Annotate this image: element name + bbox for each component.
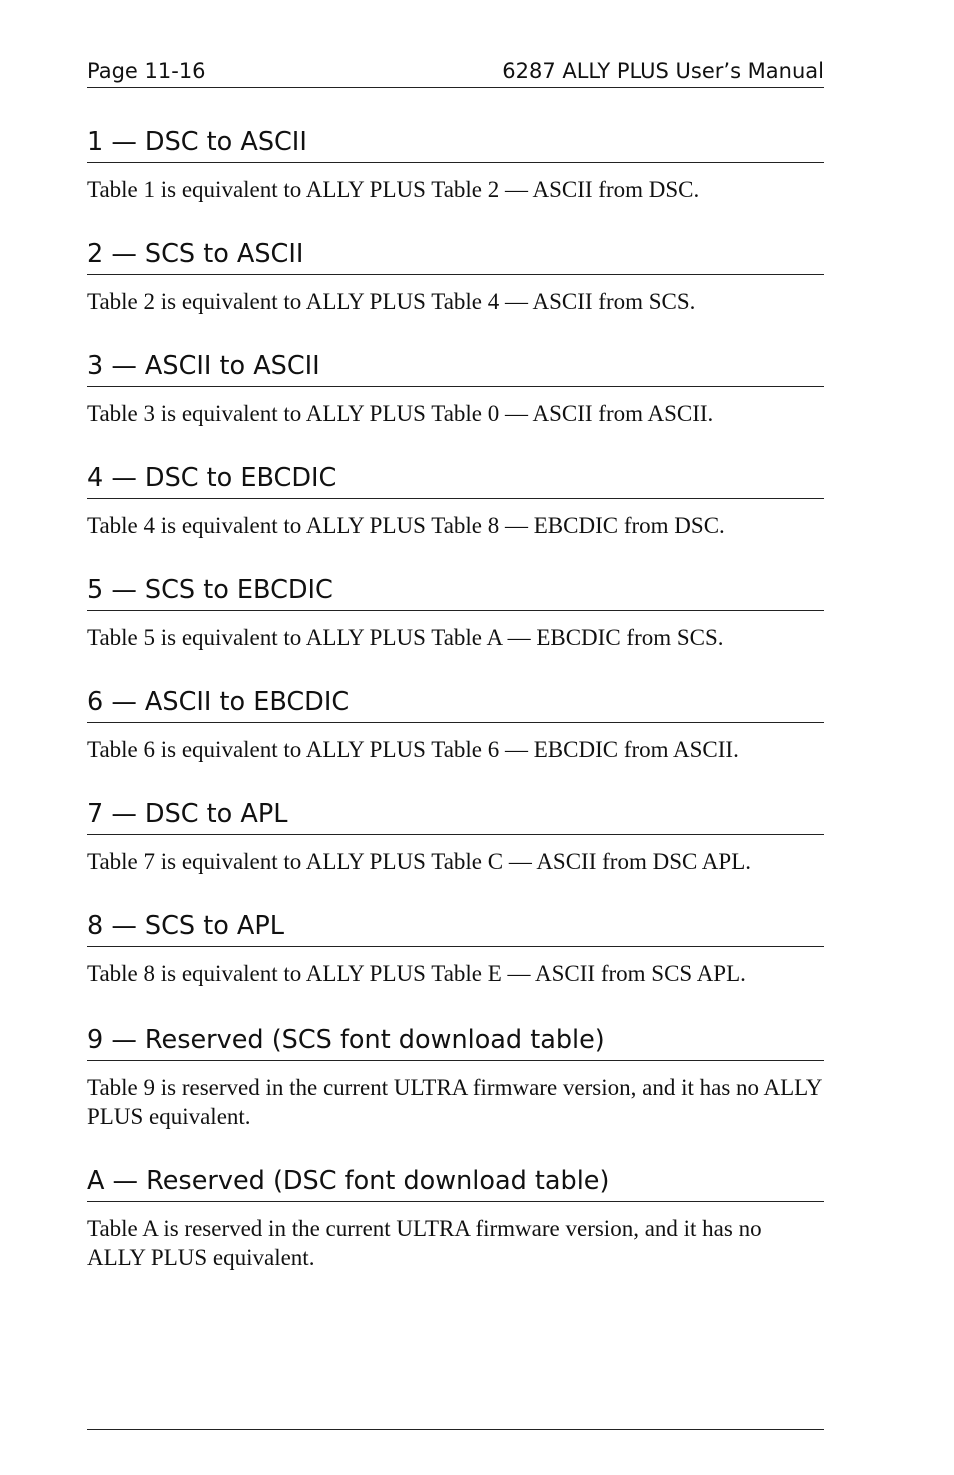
section-table-2 (87, 234, 824, 316)
section-body: Table 8 is equivalent to ALLY PLUS Table E — ASCII from SCS APL. (87, 961, 746, 986)
section-heading: 4 — DSC to EBCDIC (87, 458, 824, 499)
section-table-9 (87, 1020, 824, 1131)
document-page (87, 0, 824, 1475)
section-body: Table 7 is equivalent to ALLY PLUS Table C — ASCII from DSC APL. (87, 849, 752, 874)
footer-rule (87, 1429, 824, 1430)
section-heading: 2 — SCS to ASCII (87, 234, 824, 275)
section-table-5 (87, 570, 824, 652)
section-body: Table 3 is equivalent to ALLY PLUS Table 0 — ASCII from ASCII. (87, 401, 714, 426)
section-body: Table 1 is equivalent to ALLY PLUS Table 2 — ASCII from DSC. (87, 177, 700, 202)
section-table-1 (87, 122, 824, 204)
manual-title: 6287 ALLY PLUS User’s Manual (502, 59, 824, 83)
page-number: Page 11-16 (87, 59, 206, 83)
section-body: Table 9 is reserved in the current ULTRA firmware version, and it has no ALLY PLUS equivalent. (87, 1075, 822, 1129)
section-body: Table 5 is equivalent to ALLY PLUS Table A — EBCDIC from SCS. (87, 625, 724, 650)
section-heading: A — Reserved (DSC font download table) (87, 1161, 824, 1202)
page-header (87, 56, 824, 88)
section-heading: 8 — SCS to APL (87, 906, 824, 947)
section-body: Table 4 is equivalent to ALLY PLUS Table 8 — EBCDIC from DSC. (87, 513, 725, 538)
section-body: Table 2 is equivalent to ALLY PLUS Table 4 — ASCII from SCS. (87, 289, 696, 314)
section-heading: 7 — DSC to APL (87, 794, 824, 835)
section-table-8 (87, 906, 824, 988)
section-heading: 3 — ASCII to ASCII (87, 346, 824, 387)
section-heading: 1 — DSC to ASCII (87, 122, 824, 163)
section-table-3 (87, 346, 824, 428)
section-heading: 6 — ASCII to EBCDIC (87, 682, 824, 723)
section-table-7 (87, 794, 824, 876)
section-body: Table A is reserved in the current ULTRA firmware version, and it has no ALLY PLUS equivalent. (87, 1216, 762, 1270)
section-heading: 9 — Reserved (SCS font download table) (87, 1020, 824, 1061)
section-table-6 (87, 682, 824, 764)
section-heading: 5 — SCS to EBCDIC (87, 570, 824, 611)
section-body: Table 6 is equivalent to ALLY PLUS Table 6 — EBCDIC from ASCII. (87, 737, 739, 762)
section-table-a (87, 1161, 824, 1272)
section-table-4 (87, 458, 824, 540)
